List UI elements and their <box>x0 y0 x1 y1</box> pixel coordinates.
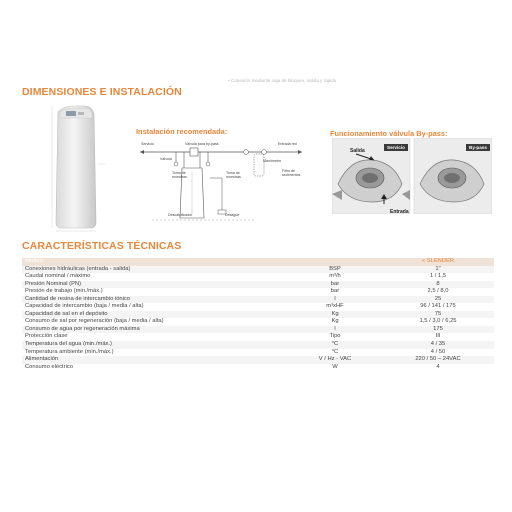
row-value: 75 <box>382 311 494 319</box>
header-value: « SLENDER <box>382 258 494 266</box>
label-entrada: Entrada <box>390 209 409 215</box>
table-row <box>22 266 494 274</box>
label-toma-muestras-1: Toma de muestras <box>172 171 187 179</box>
label-manometro: Manómetro <box>263 159 282 163</box>
row-value: 1" <box>382 266 494 274</box>
specs-title: CARACTERÍSTICAS TÉCNICAS <box>22 240 182 252</box>
row-value: 96 / 141 / 175 <box>382 303 494 311</box>
installation-diagram <box>136 138 306 224</box>
row-value: 4 <box>382 364 494 372</box>
specs-header-row <box>22 258 494 266</box>
row-name: Caudal nominal / máximo <box>22 273 288 281</box>
row-value: 4 / 50 <box>382 349 494 357</box>
specs-table <box>22 258 494 371</box>
row-unit: m³/h <box>288 273 382 281</box>
table-row <box>22 273 494 281</box>
top-note-text: Conexión mediante caja de bloqueo, salida y rápido <box>230 78 337 83</box>
label-desague: Desagüe <box>225 213 240 217</box>
table-row <box>22 341 494 349</box>
row-name: Presión de trabajo (min./máx.) <box>22 288 288 296</box>
label-servicio: Servicio <box>141 142 154 146</box>
row-name: Conexiones hidráulicas (entrada - salida) <box>22 266 288 274</box>
table-row <box>22 364 494 372</box>
table-row <box>22 288 494 296</box>
dimensions-title: DIMENSIONES E INSTALACIÓN <box>22 86 182 98</box>
row-name: Consumo eléctrico <box>22 364 288 372</box>
table-row <box>22 281 494 289</box>
row-unit: W <box>288 364 382 372</box>
row-unit: l <box>288 326 382 334</box>
row-unit: °C <box>288 341 382 349</box>
table-row <box>22 296 494 304</box>
table-row <box>22 349 494 357</box>
bypass-title: Funcionamiento válvula By-pass: <box>330 129 448 138</box>
table-row <box>22 311 494 319</box>
row-value: 4 / 35 <box>382 341 494 349</box>
row-name: Consumo de sal por regeneración (baja / media / alta) <box>22 318 288 326</box>
table-row <box>22 333 494 341</box>
label-valvula: Válvula <box>160 157 172 161</box>
label-filtro: Filtro de sedimentos <box>282 169 301 177</box>
row-name: Cantidad de resina de intercambio iónico <box>22 296 288 304</box>
label-valve-bypass: Válvula para by-pass <box>185 142 219 146</box>
table-row <box>22 303 494 311</box>
row-unit: bar <box>288 288 382 296</box>
label-salida: Salida <box>350 148 365 154</box>
row-name: Capacidad de intercambio (baja / media / alta) <box>22 303 288 311</box>
row-value: 220 / 50 – 24VAC <box>382 356 494 364</box>
header-model: Modelo <box>22 258 288 266</box>
row-name: Protección clase <box>22 333 288 341</box>
row-value: III <box>382 333 494 341</box>
row-unit: V / Hz - VAC <box>288 356 382 364</box>
installation-title: Instalación recomendada: <box>136 127 228 136</box>
row-value: 8 <box>382 281 494 289</box>
softener-illustration <box>40 104 110 234</box>
row-unit: Kg <box>288 311 382 319</box>
row-value: 1 / 1,5 <box>382 273 494 281</box>
row-value: 175 <box>382 326 494 334</box>
header-unit <box>288 258 382 266</box>
badge-servicio: Servicio <box>384 144 408 151</box>
row-unit: Tipo <box>288 333 382 341</box>
row-name: Capacidad de sal en el depósito <box>22 311 288 319</box>
label-descalcificador: Descalcificador <box>168 213 193 217</box>
row-unit: m³xHF <box>288 303 382 311</box>
row-unit: l <box>288 296 382 304</box>
row-value: 2,5 / 8,0 <box>382 288 494 296</box>
top-note <box>228 78 336 83</box>
table-row <box>22 326 494 334</box>
table-row <box>22 356 494 364</box>
row-unit: bar <box>288 281 382 289</box>
row-name: Temperatura del agua (min./máx.) <box>22 341 288 349</box>
row-value: 25 <box>382 296 494 304</box>
row-name: Temperatura ambiente (min./máx.) <box>22 349 288 357</box>
row-unit: °C <box>288 349 382 357</box>
label-toma-muestras-2: Toma de muestras <box>226 171 241 179</box>
row-value: 1,5 / 3,0 / 6,25 <box>382 318 494 326</box>
row-name: Presión Nominal (PN) <box>22 281 288 289</box>
row-unit: BSP <box>288 266 382 274</box>
row-name: Alimentación <box>22 356 288 364</box>
table-row <box>22 318 494 326</box>
row-name: Consumo de agua por regeneración máxima <box>22 326 288 334</box>
badge-bypass: By-pass <box>466 144 490 151</box>
label-entrada-red: Entrada red <box>278 142 297 146</box>
row-unit: Kg <box>288 318 382 326</box>
bullet-dot: • <box>228 78 231 83</box>
